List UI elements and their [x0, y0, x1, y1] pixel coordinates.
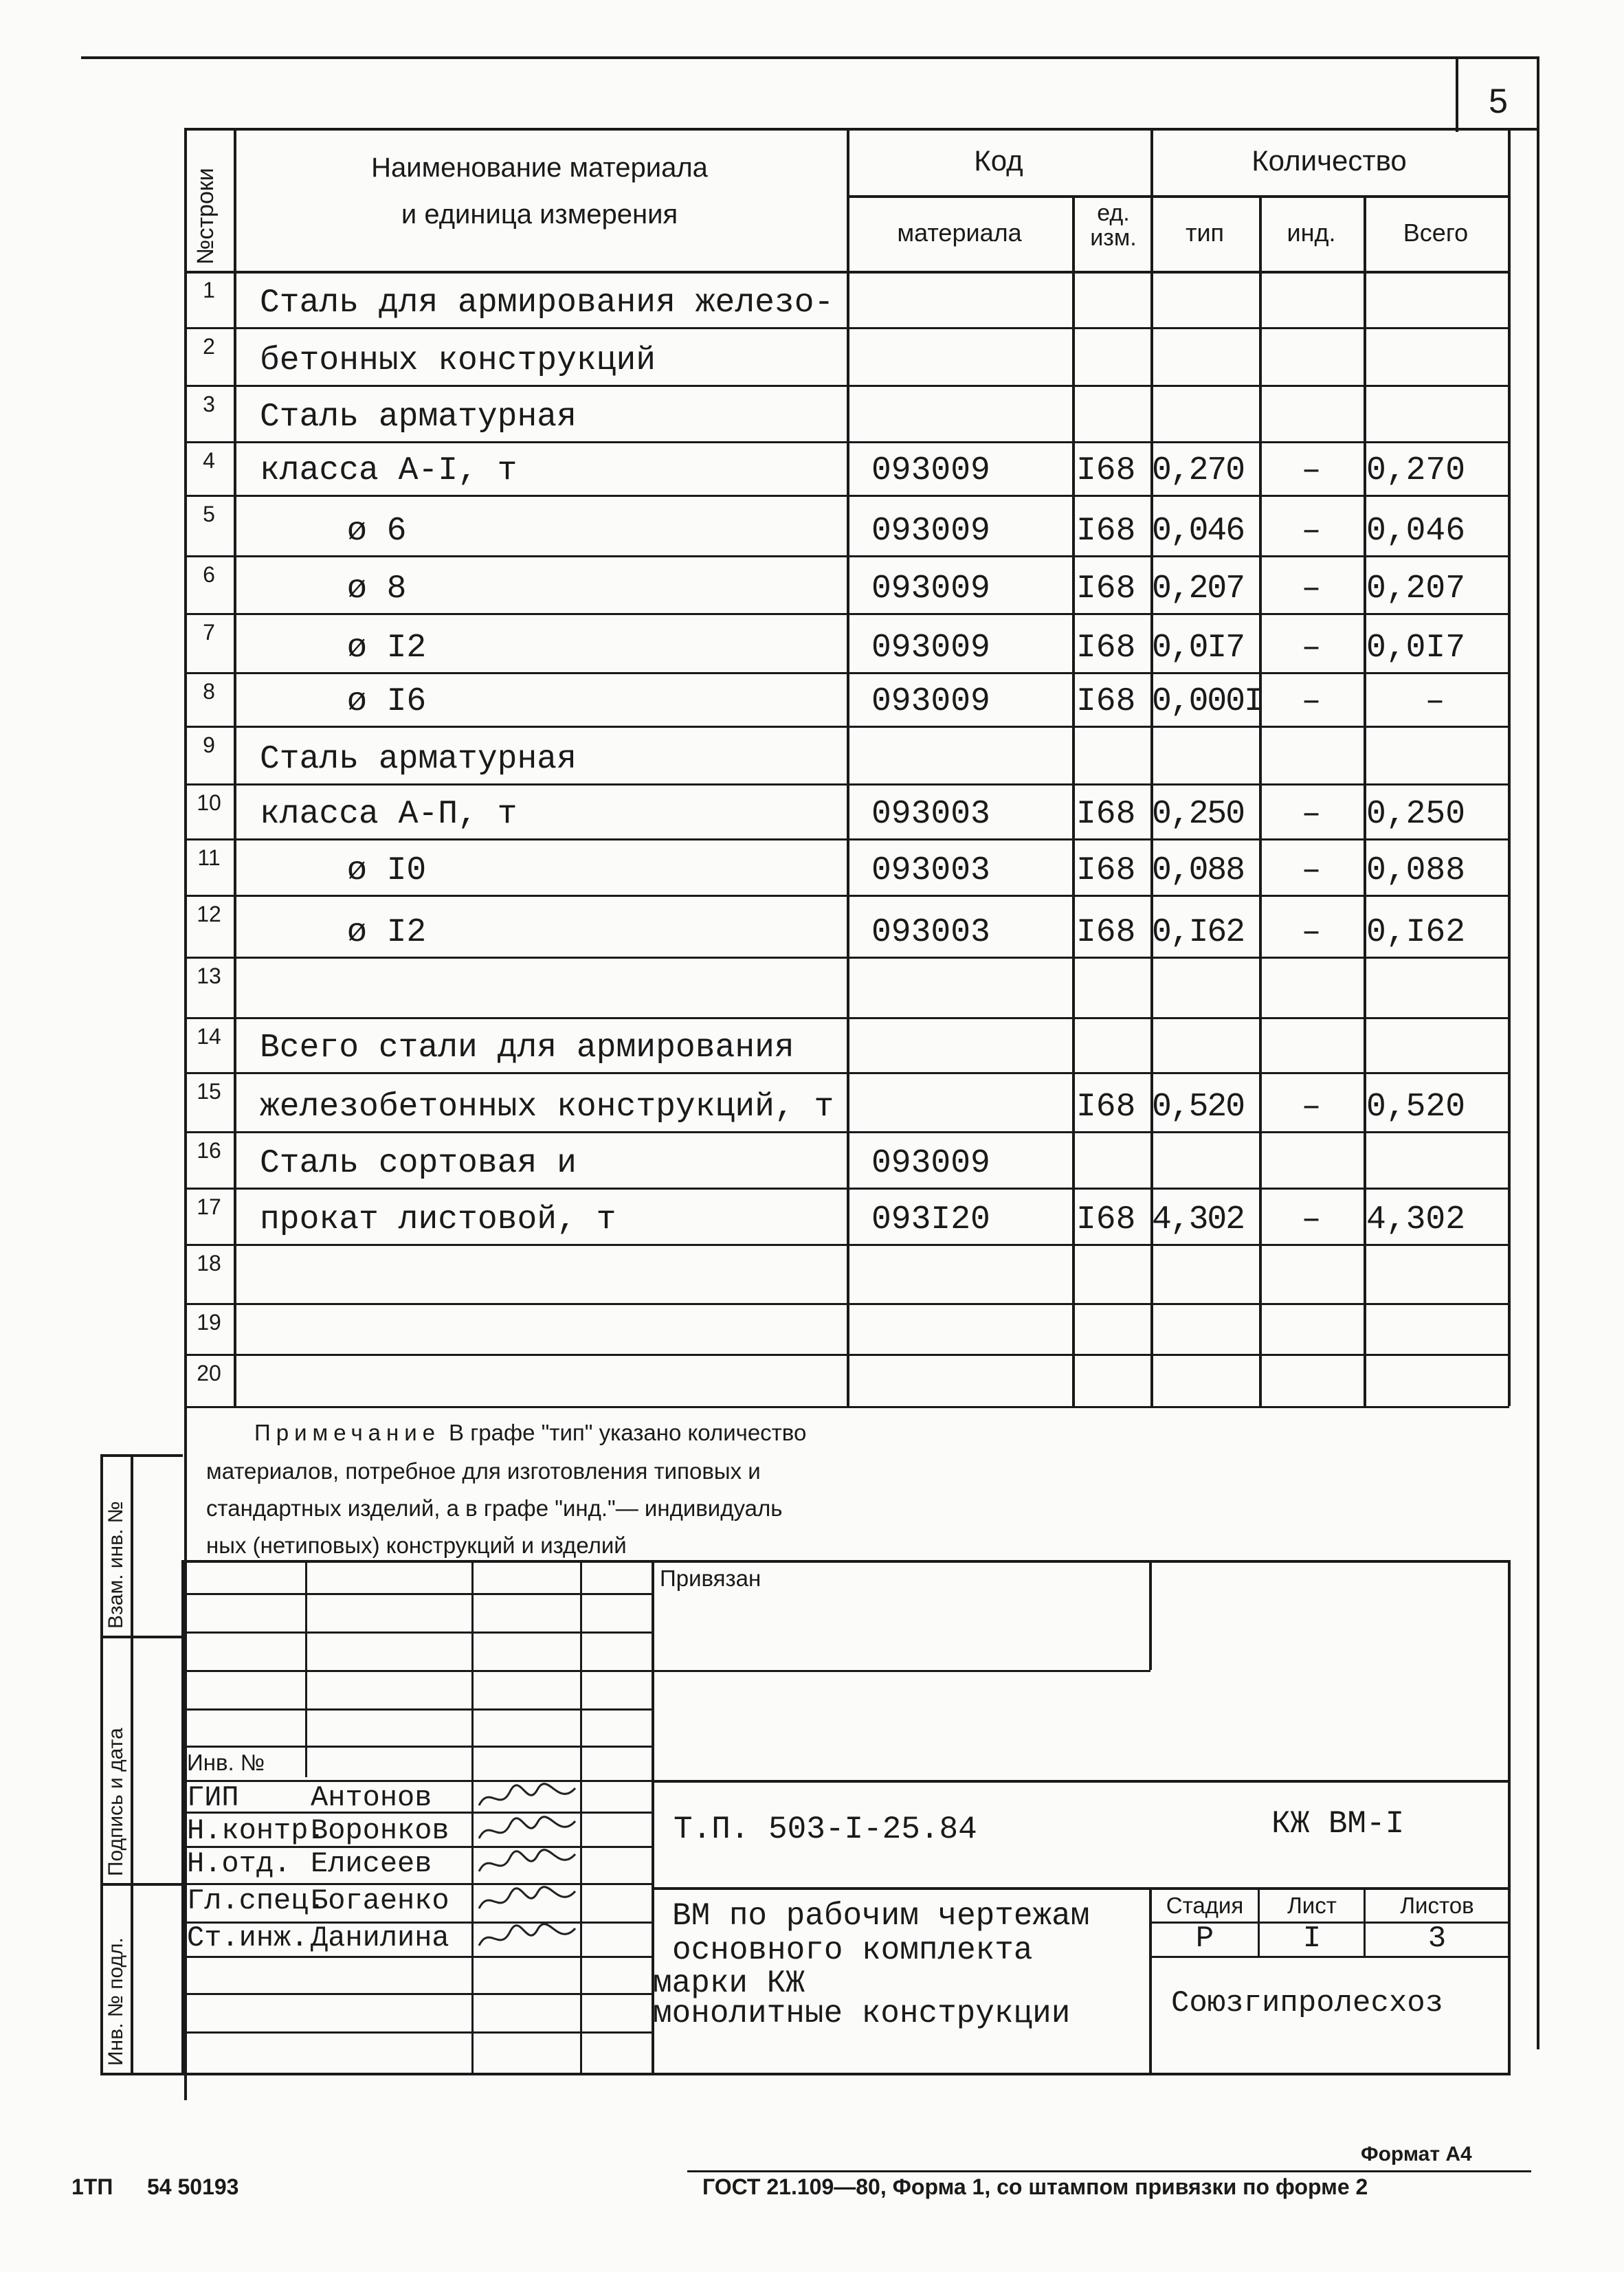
sheet-label: Лист [1287, 1893, 1337, 1918]
material-name: ø I0 [347, 852, 427, 889]
material-name: ø I2 [347, 914, 427, 951]
material-name: ø I6 [347, 683, 427, 720]
unit-code: I68 [1076, 570, 1136, 608]
qty-type: 0,000I [1152, 683, 1263, 720]
qty-type: 0,046 [1152, 513, 1245, 550]
signer-role: Н.контр. [187, 1814, 326, 1847]
handwritten-signature [476, 1922, 579, 1956]
material-name: Сталь сортовая и [260, 1145, 577, 1182]
unit-code: I68 [1076, 452, 1136, 489]
qty-total-header: Всего [1403, 219, 1469, 247]
footer-left-code: 1ТП [71, 2174, 113, 2199]
material-name: бетонных конструкций [260, 342, 656, 379]
privyazan-label: Привязан [660, 1566, 761, 1591]
material-code: 093009 [871, 1145, 990, 1182]
side-label-replacement-inv: Взам. инв. № [104, 1501, 127, 1629]
qty-total: 4,302 [1366, 1201, 1466, 1238]
signer-role: Гл.спец. [187, 1884, 326, 1917]
qty-total: 0,250 [1366, 796, 1466, 833]
inv-no-label: Инв. № [187, 1750, 265, 1775]
material-code: 093003 [871, 852, 990, 889]
page-number: 5 [1489, 82, 1508, 120]
qty-ind: – [1301, 513, 1322, 550]
material-name: класса А-I, т [260, 452, 518, 489]
note-line1-rest: В графе "тип" указано количество [449, 1420, 807, 1445]
material-name: Сталь арматурная [260, 741, 577, 778]
material-name: Сталь арматурная [260, 399, 577, 436]
material-name: ø 6 [347, 513, 407, 550]
material-code: 093009 [871, 630, 990, 667]
row-number: 16 [197, 1138, 221, 1163]
qty-total: 0,I62 [1366, 914, 1466, 951]
row-number: 15 [197, 1079, 221, 1104]
signer-name: Данилина [311, 1922, 449, 1954]
unit-code: I68 [1076, 914, 1136, 951]
row-number: 2 [203, 334, 215, 359]
qty-type: 0,I62 [1152, 914, 1245, 951]
unit-code: I68 [1076, 796, 1136, 833]
sheets-value: 3 [1427, 1922, 1447, 1956]
material-code: 093009 [871, 683, 990, 720]
signer-name: Богаенко [311, 1884, 449, 1917]
row-number-header: №строки [192, 168, 219, 265]
qty-total: 0,207 [1366, 570, 1466, 608]
code-unit-header: ед. изм. [1090, 200, 1137, 251]
qty-ind-header: инд. [1287, 219, 1336, 247]
stage-value: Р [1195, 1922, 1214, 1956]
title-line-2: основного комплекта [672, 1933, 1033, 1968]
qty-ind: – [1301, 1089, 1322, 1126]
signer-name: Антонов [311, 1781, 432, 1814]
qty-total: 0,270 [1366, 452, 1466, 489]
row-number: 17 [197, 1194, 221, 1219]
qty-type: 0,088 [1152, 852, 1245, 889]
format-label: Формат А4 [1361, 2143, 1472, 2165]
qty-ind: – [1301, 630, 1322, 667]
material-code: 093003 [871, 914, 990, 951]
qty-total: 0,0I7 [1366, 630, 1466, 667]
signer-role: ГИП [187, 1781, 239, 1814]
qty-type: 4,302 [1152, 1201, 1245, 1238]
row-number: 11 [197, 845, 221, 870]
footer-left-number: 54 50193 [147, 2174, 239, 2199]
qty-type: 0,0I7 [1152, 630, 1245, 667]
material-name: прокат листовой, т [260, 1201, 616, 1238]
signer-role: Н.отд. [187, 1847, 291, 1880]
row-number: 8 [203, 679, 215, 704]
row-number: 19 [197, 1310, 221, 1335]
material-name: ø I2 [347, 630, 427, 667]
side-label-signature-date: Подпись и дата [104, 1728, 127, 1876]
title-line-3: марки КЖ [653, 1965, 805, 2001]
qty-ind: – [1301, 914, 1322, 951]
qty-total: 0,520 [1366, 1089, 1466, 1126]
handwritten-signature [476, 1884, 579, 1919]
qty-ind: – [1301, 570, 1322, 608]
qty-type: 0,250 [1152, 796, 1245, 833]
row-number: 9 [203, 733, 215, 757]
qty-total: 0,088 [1366, 852, 1466, 889]
qty-type-header: тип [1185, 219, 1225, 247]
row-number: 20 [197, 1361, 221, 1385]
material-code: 093009 [871, 452, 990, 489]
material-name: Сталь для армирования железо- [260, 285, 834, 322]
qty-ind: – [1301, 452, 1322, 489]
material-code: 093009 [871, 570, 990, 608]
qty-type: 0,520 [1152, 1089, 1245, 1126]
gost-footer: ГОСТ 21.109—80, Форма 1, со штампом привязки по форме 2 [702, 2174, 1368, 2199]
unit-code: I68 [1076, 1089, 1136, 1126]
material-name: Всего стали для армирования [260, 1029, 794, 1067]
signer-role: Ст.инж. [187, 1922, 309, 1954]
note-line-3: стандартных изделий, а в графе "инд."— индивидуаль [206, 1495, 783, 1521]
title-line-1: ВМ по рабочим чертежам [672, 1898, 1090, 1934]
row-number: 4 [203, 448, 215, 473]
note-lead: Примечание [254, 1420, 441, 1445]
unit-code: I68 [1076, 513, 1136, 550]
title-line-4: монолитные конструкции [653, 1996, 1071, 2031]
unit-code: I68 [1076, 852, 1136, 889]
unit-code: I68 [1076, 1201, 1136, 1238]
sheets-label: Листов [1400, 1893, 1474, 1918]
document-mark: КЖ ВМ-I [1271, 1806, 1405, 1842]
handwritten-signature [476, 1814, 579, 1849]
unit-code: I68 [1076, 683, 1136, 720]
handwritten-signature [476, 1847, 579, 1882]
qty-ind: – [1301, 683, 1322, 720]
name-header-line1: Наименование материала [371, 153, 708, 183]
material-name: класса А-П, т [260, 796, 518, 833]
row-number: 1 [203, 278, 215, 302]
material-code: 093009 [871, 513, 990, 550]
handwritten-signature [476, 1781, 579, 1816]
note-line-2: материалов, потребное для изготовления типовых и [206, 1458, 761, 1484]
row-number: 18 [197, 1251, 221, 1276]
row-number: 7 [203, 620, 215, 645]
side-label-original-inv: Инв. № подл. [104, 1937, 127, 2066]
qty-type: 0,270 [1152, 452, 1245, 489]
material-name: железобетонных конструкций, т [260, 1089, 834, 1126]
qty-total: 0,046 [1366, 513, 1466, 550]
row-number: 5 [203, 502, 215, 526]
qty-total: – [1425, 683, 1445, 720]
unit-code: I68 [1076, 630, 1136, 667]
row-number: 3 [203, 392, 215, 416]
project-code: Т.П. 503-I-25.84 [674, 1812, 977, 1847]
material-code: 093I20 [871, 1201, 990, 1238]
row-number: 13 [197, 964, 221, 988]
name-header-line2: и единица измерения [401, 199, 678, 230]
qty-ind: – [1301, 1201, 1322, 1238]
organization: Союзгипролесхоз [1171, 1986, 1444, 2020]
material-name: ø 8 [347, 570, 407, 608]
code-header: Код [974, 144, 1023, 177]
row-number: 10 [197, 790, 221, 815]
row-number: 14 [197, 1024, 221, 1049]
note-line-1 [254, 1420, 806, 1446]
row-number: 6 [203, 562, 215, 587]
stage-label: Стадия [1166, 1893, 1244, 1918]
signer-name: Воронков [311, 1814, 449, 1847]
qty-type: 0,207 [1152, 570, 1245, 608]
signer-name: Елисеев [311, 1847, 432, 1880]
code-material-header: материала [897, 219, 1022, 247]
material-code: 093003 [871, 796, 990, 833]
note-line-4: ных (нетиповых) конструкций и изделий [206, 1533, 627, 1558]
qty-ind: – [1301, 796, 1322, 833]
quantity-header: Количество [1252, 144, 1407, 177]
sheet-value: I [1302, 1922, 1322, 1956]
qty-ind: – [1301, 852, 1322, 889]
row-number: 12 [197, 902, 221, 926]
